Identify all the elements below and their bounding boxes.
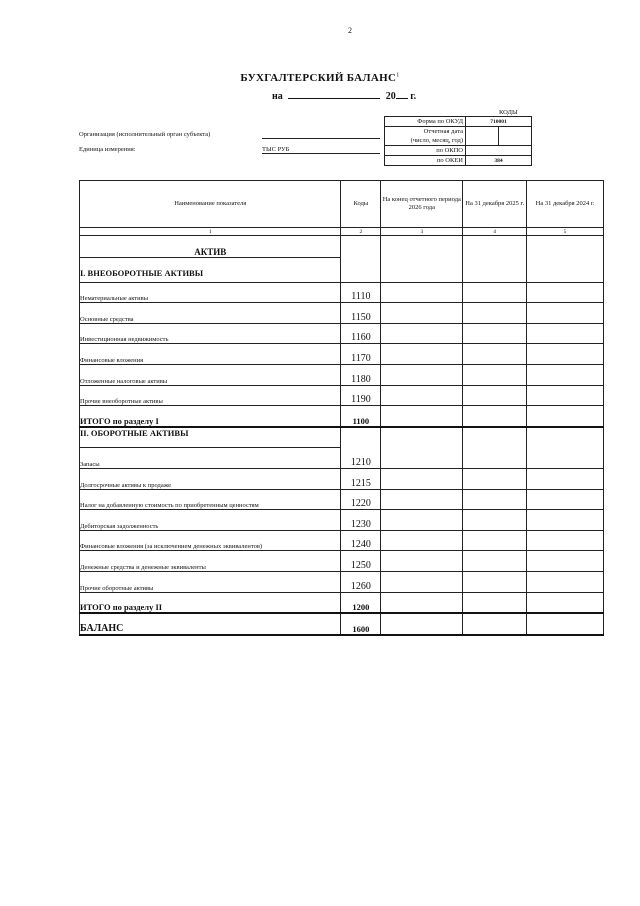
table-row [80, 551, 604, 572]
value-cell[interactable] [381, 303, 463, 324]
value-cell[interactable] [381, 427, 463, 469]
value-cell[interactable] [527, 282, 604, 303]
table-row-total [80, 406, 604, 427]
value-cell[interactable] [381, 344, 463, 365]
date-suffix: г. [410, 91, 417, 102]
col-num: 2 [341, 228, 381, 236]
value-cell[interactable] [463, 323, 527, 344]
okpo-value[interactable] [466, 146, 532, 156]
row-code: 1110 [341, 282, 381, 303]
table-row [80, 530, 604, 551]
title-text: БУХГАЛТЕРСКИЙ БАЛАНС [240, 72, 397, 84]
value-cell[interactable] [381, 571, 463, 592]
row-name: Дебиторская задолженность [80, 510, 341, 531]
balance-name: БАЛАНС [80, 613, 341, 635]
codes-table [384, 116, 532, 166]
row-name: Нематериальные активы [80, 282, 341, 303]
col-num: 3 [381, 228, 463, 236]
value-cell[interactable] [381, 236, 463, 283]
table-row [80, 510, 604, 531]
row-code: 1250 [341, 551, 381, 572]
row-name: Прочие внеоборотные активы [80, 385, 341, 406]
row-code: 1215 [341, 468, 381, 489]
table-row [80, 344, 604, 365]
value-cell[interactable] [381, 468, 463, 489]
row-code: 1230 [341, 510, 381, 531]
table-row [80, 323, 604, 344]
value-cell[interactable] [381, 613, 463, 635]
value-cell[interactable] [463, 510, 527, 531]
report-date-line [272, 89, 416, 102]
total-2-name: ИТОГО по разделу II [80, 592, 341, 613]
value-cell[interactable] [527, 344, 604, 365]
codes-row [385, 127, 532, 137]
table-row [80, 303, 604, 324]
value-cell[interactable] [463, 406, 527, 427]
page-number: 2 [348, 26, 352, 35]
unit-value: ТЫС РУБ [262, 146, 380, 154]
row-code: 1220 [341, 489, 381, 510]
date-day-cell[interactable] [466, 127, 499, 146]
row-code: 1190 [341, 385, 381, 406]
col-num: 4 [463, 228, 527, 236]
year-blank[interactable] [396, 89, 408, 99]
table-row [80, 385, 604, 406]
total-1-name: ИТОГО по разделу I [80, 406, 341, 427]
date-prefix: на [272, 91, 283, 102]
header-codes: Коды [341, 181, 381, 228]
value-cell[interactable] [381, 592, 463, 613]
okud-value: 710001 [466, 117, 532, 127]
value-cell[interactable] [463, 344, 527, 365]
value-cell[interactable] [381, 551, 463, 572]
row-name: Финансовые вложения [80, 344, 341, 365]
row-code: 1260 [341, 571, 381, 592]
value-cell[interactable] [463, 489, 527, 510]
value-cell[interactable] [381, 385, 463, 406]
value-cell[interactable] [527, 571, 604, 592]
value-cell[interactable] [463, 530, 527, 551]
value-cell[interactable] [463, 236, 527, 283]
row-code: 1240 [341, 530, 381, 551]
balance-code: 1600 [341, 613, 381, 635]
row-name: Денежные средства и денежные эквиваленты [80, 551, 341, 572]
value-cell[interactable] [527, 613, 604, 635]
value-cell[interactable] [463, 613, 527, 635]
value-cell[interactable] [527, 468, 604, 489]
value-cell[interactable] [381, 282, 463, 303]
value-cell[interactable] [527, 510, 604, 531]
year-prefix: 20 [385, 91, 396, 102]
value-cell[interactable] [463, 551, 527, 572]
row-name: Прочие оборотные активы [80, 571, 341, 592]
table-row [80, 427, 604, 448]
balance-table [79, 180, 604, 636]
codes-label: по ОКПО [385, 146, 466, 156]
codes-heading: КОДЫ [499, 109, 518, 116]
row-name: Отложенные налоговые активы [80, 364, 341, 385]
col-num: 5 [527, 228, 604, 236]
balance-row [80, 613, 604, 635]
unit-label: Единица измерения: [79, 146, 136, 153]
empty-cell [341, 236, 381, 283]
value-cell[interactable] [527, 427, 604, 469]
codes-label: Форма по ОКУД [385, 117, 466, 127]
row-code: 1150 [341, 303, 381, 324]
title-footnote: 1 [396, 72, 400, 79]
codes-row [385, 117, 532, 127]
row-code: 1170 [341, 344, 381, 365]
date-blank[interactable] [288, 89, 380, 99]
value-cell[interactable] [463, 427, 527, 469]
table-header-row [80, 181, 604, 228]
value-cell[interactable] [527, 489, 604, 510]
value-cell[interactable] [527, 364, 604, 385]
value-cell[interactable] [463, 571, 527, 592]
table-row [80, 571, 604, 592]
codes-label: Отчетная дата [385, 127, 466, 137]
codes-row [385, 156, 532, 166]
header-current-period: На конец отчетного периода 2026 года [381, 181, 463, 228]
value-cell[interactable] [381, 489, 463, 510]
table-row [80, 489, 604, 510]
header-prev-year: На 31 декабря 2025 г. [463, 181, 527, 228]
table-row [80, 364, 604, 385]
section-2-heading: II. ОБОРОТНЫЕ АКТИВЫ [80, 427, 341, 448]
row-code: 1210 [341, 427, 381, 469]
table-row-total [80, 592, 604, 613]
okei-value: 384 [466, 156, 532, 166]
value-cell[interactable] [527, 303, 604, 324]
aktiv-heading: АКТИВ [80, 236, 341, 258]
row-name: Налог на добавленную стоимость по приобретенным ценностям [80, 489, 341, 510]
table-row [80, 468, 604, 489]
value-cell[interactable] [381, 364, 463, 385]
row-code: 1180 [341, 364, 381, 385]
value-cell[interactable] [527, 530, 604, 551]
value-cell[interactable] [381, 323, 463, 344]
value-cell[interactable] [527, 592, 604, 613]
value-cell[interactable] [463, 303, 527, 324]
codes-row [385, 146, 532, 156]
value-cell[interactable] [527, 323, 604, 344]
total-1-code: 1100 [341, 406, 381, 427]
header-indicator: Наименование показателя [80, 181, 341, 228]
value-cell[interactable] [381, 510, 463, 531]
value-cell[interactable] [527, 236, 604, 283]
value-cell[interactable] [527, 385, 604, 406]
row-name: Запасы [80, 448, 341, 469]
value-cell[interactable] [527, 406, 604, 427]
table-row [80, 236, 604, 258]
value-cell[interactable] [463, 364, 527, 385]
row-name: Инвестиционная недвижимость [80, 323, 341, 344]
row-name: Долгосрочные активы к продаже [80, 468, 341, 489]
value-cell[interactable] [463, 282, 527, 303]
date-month-cell[interactable] [499, 127, 532, 146]
document-title [0, 72, 640, 84]
org-underline [262, 138, 380, 139]
value-cell[interactable] [527, 551, 604, 572]
section-1-heading: I. ВНЕОБОРОТНЫЕ АКТИВЫ [80, 258, 341, 283]
codes-label: по ОКЕИ [385, 156, 466, 166]
value-cell[interactable] [463, 592, 527, 613]
total-2-code: 1200 [341, 592, 381, 613]
value-cell[interactable] [463, 385, 527, 406]
org-label: Организация (исполнительный орган субъекта) [79, 131, 211, 138]
row-name: Финансовые вложения (за исключением денежных эквивалентов) [80, 530, 341, 551]
row-name: Основные средства [80, 303, 341, 324]
value-cell[interactable] [381, 530, 463, 551]
column-numbers-row [80, 228, 604, 236]
table-row [80, 282, 604, 303]
col-num: 1 [80, 228, 341, 236]
value-cell[interactable] [463, 468, 527, 489]
value-cell[interactable] [381, 406, 463, 427]
header-prev-prev-year: На 31 декабря 2024 г. [527, 181, 604, 228]
codes-label: (число, месяц, год) [385, 136, 466, 146]
row-code: 1160 [341, 323, 381, 344]
